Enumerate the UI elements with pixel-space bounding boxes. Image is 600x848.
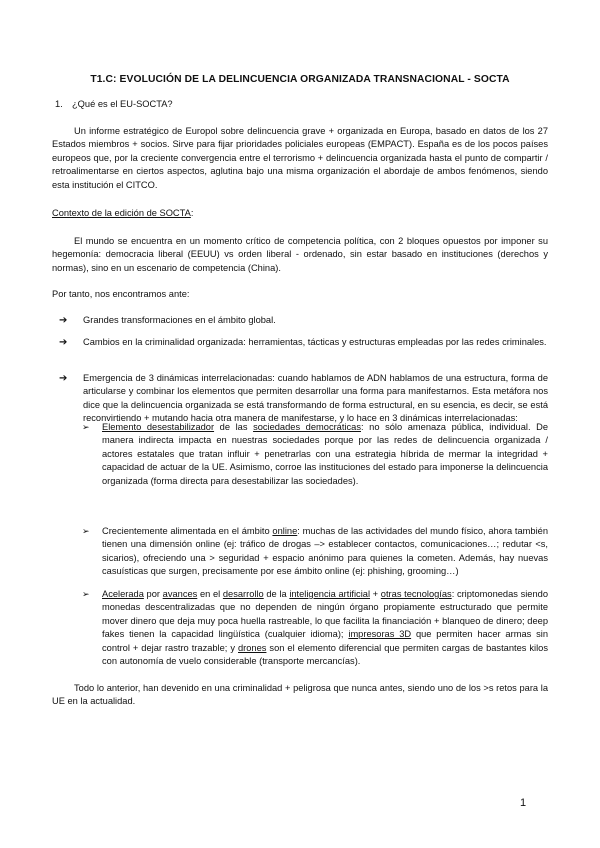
page-title: T1.C: EVOLUCIÓN DE LA DELINCUENCIA ORGANIZADA TRANSNACIONAL - SOCTA xyxy=(90,74,510,85)
question-number: 1. xyxy=(55,99,63,109)
therefore-line: Por tanto, nos encontramos ante: xyxy=(52,289,190,299)
context-heading: Contexto de la edición de SOCTA: xyxy=(52,208,194,218)
sub-list-item: ➢ Elemento desestabilizador de las sociedades democráticas: no sólo amenaza pública, individual. De manera indirecta impacta en nuestras sociedades porque por las redes de delincuencia organizada / actores estatales que tratan influir + penetrarlas con una estrategia híbrida de mermar la integridad + capacidad de actuar de la UE. Asimismo, corroe las instituciones del estado para imponerse la delincuencia organizada (forma directa para desestabilizar las sociedades). xyxy=(82,422,549,486)
sub-list-item: ➢ Crecientemente alimentada en el ámbito online: muchas de las actividades del mundo físico, ahora también tienen una dimensión online (ej: tráfico de drogas –> establecer contactos, comunicaciones…; redutar <s, sicarios), ofreciendo una > seguridad + espacio anónimo para quienes la cometen. Además, hay nuevas casuísticas que surgen, precisamente por ese ámbito online (ej: phishing, grooming…) xyxy=(82,526,548,577)
closing-paragraph: Todo lo anterior, han devenido en una criminalidad + peligrosa que nunca antes, siendo uno de los >s retos para la UE en la actualidad. xyxy=(52,683,548,707)
intro-paragraph: Un informe estratégico de Europol sobre delincuencia grave + organizada en Europa, basado en datos de los 27 Estados miembros + socios. Sirve para fijar prioridades policiales europeas (EMPACT). España es de los pocos países europeos que, por la creciente convergencia entre el terrorismo + delincuencia organizada hasta el punto de compartir / retroalimentarse en ciertos aspectos, aglutina bajo una misma organización el abordaje de ambos fenómenos, siendo esta institución el CITCO. xyxy=(52,126,548,190)
list-item: ➔ Cambios en la criminalidad organizada: herramientas, tácticas y estructuras empleadas por las redes criminales. xyxy=(59,337,547,348)
arrow-right-icon: ➔ xyxy=(59,373,68,384)
arrowhead-icon: ➢ xyxy=(82,526,90,536)
context-heading-text: Contexto de la edición de SOCTA xyxy=(52,208,191,218)
arrow-right-icon: ➔ xyxy=(59,337,68,348)
context-paragraph: El mundo se encuentra en un momento crítico de competencia política, con 2 bloques opuestos por imponer su hegemonía: democracia liberal (EEUU) vs orden liberal - ordenado, sin estar basado en instituciones (derechos y normas), sino en un escenario de competencia (China). xyxy=(52,236,548,273)
list-item: ➔ Emergencia de 3 dinámicas interrelacionadas: cuando hablamos de ADN hablamos de una estructura, forma de articularse y combinar los elementos que permiten desarrollar una forma para manifestarnos. Esta metáfora nos dice que la delincuencia organizada se está transformando de forma estructural, en su esencia, es decir, se está reconvirtiendo + mutando hacia otra manera de manifestarse, y lo hace en 3 dinámicas interrelacionadas: xyxy=(59,373,548,424)
page-number: 1 xyxy=(520,797,527,809)
sub-list-item: ➢ Acelerada por avances en el desarrollo de la inteligencia artificial + otras tecnologías: criptomonedas siendo monedas descentralizadas que no dependen de ningún órgano propiamente estructurado que permite mover dinero que deja muy poca huella rastreable, lo que facilita la financiación + blanqueo de dinero; deep fakes tienen la capacidad lingüística (cualquier idioma); impresoras 3D que permiten hacer armas sin control + dejar rastro trazable; y drones son el elemento diferencial que permiten cargas de bastantes kilos con autonomía de vuelo considerable (transporte mercancías). xyxy=(82,589,549,667)
list-item: ➔ Grandes transformaciones en el ámbito global. xyxy=(59,315,276,326)
arrow-right-icon: ➔ xyxy=(59,315,68,326)
arrowhead-icon: ➢ xyxy=(82,589,90,599)
arrowhead-icon: ➢ xyxy=(82,422,90,432)
question-text: ¿Qué es el EU-SOCTA? xyxy=(72,99,173,109)
question-heading xyxy=(55,98,173,111)
